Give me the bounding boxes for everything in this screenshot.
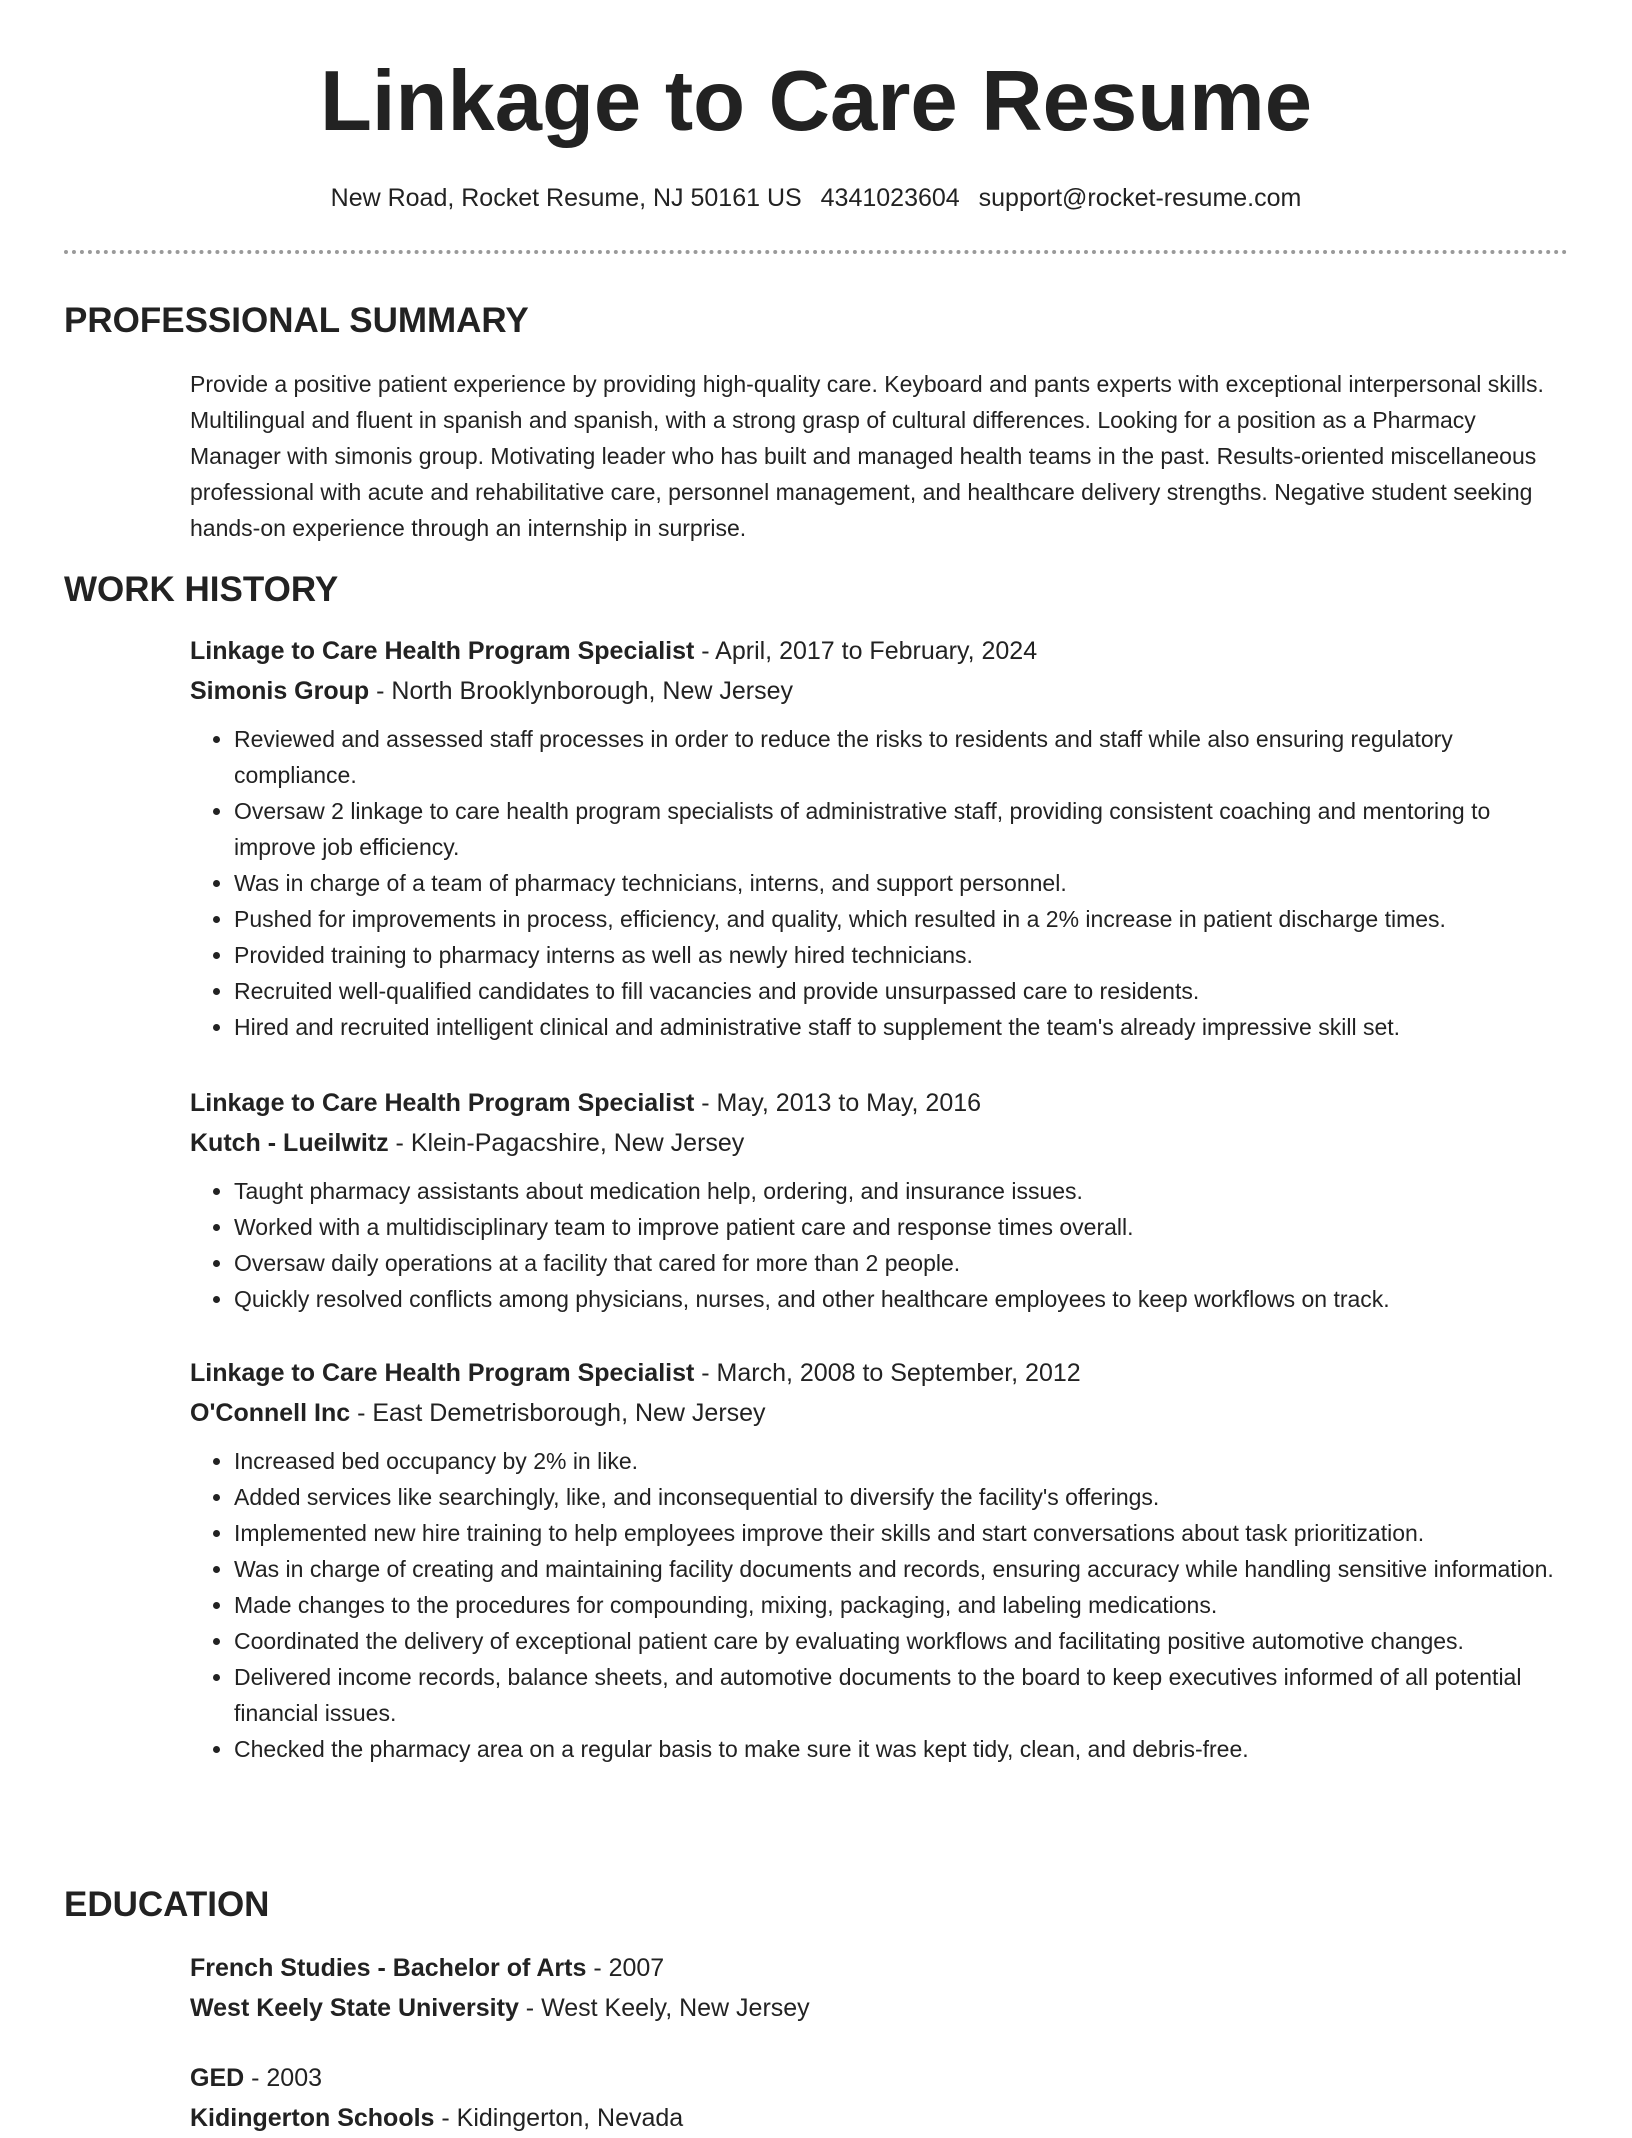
education-year: - 2003: [244, 2064, 323, 2092]
education-year: - 2007: [586, 1954, 665, 1982]
job-location: - North Brooklynborough, New Jersey: [369, 677, 793, 705]
summary-heading: PROFESSIONAL SUMMARY: [64, 301, 529, 340]
contact-email: support@rocket-resume.com: [978, 184, 1302, 212]
education-location: - Kidingerton, Nevada: [434, 2104, 684, 2132]
job-company: O'Connell Inc: [190, 1399, 351, 1427]
education-location: - West Keely, New Jersey: [518, 1994, 810, 2022]
education-degree-line: [190, 1948, 1568, 1988]
education-degree: French Studies - Bachelor of Arts: [190, 1954, 587, 1982]
job-entry: [190, 1083, 1568, 1317]
job-bullet: • Coordinated the delivery of exceptional patient care by evaluating workflows and facilitating positive automotive changes.: [234, 1623, 1568, 1659]
job-bullet: • Oversaw daily operations at a facility that cared for more than 2 people.: [234, 1245, 1568, 1281]
education-school-line: [190, 2098, 1568, 2138]
job-bullets: [190, 721, 1568, 1045]
job-bullet: • Made changes to the procedures for compounding, mixing, packaging, and labeling medications.: [234, 1587, 1568, 1623]
job-bullet: • Taught pharmacy assistants about medication help, ordering, and insurance issues.: [234, 1173, 1568, 1209]
job-location: - East Demetrisborough, New Jersey: [350, 1399, 766, 1427]
job-bullet: • Was in charge of creating and maintaining facility documents and records, ensuring accuracy while handling sensitive information.: [234, 1551, 1568, 1587]
education-degree-line: [190, 2058, 1568, 2098]
job-bullet: • Delivered income records, balance sheets, and automotive documents to the board to keep executives informed of all potential financial issues.: [234, 1659, 1568, 1731]
work-history-heading: WORK HISTORY: [64, 570, 339, 609]
job-company-line: [190, 1123, 1568, 1163]
job-bullets: [190, 1173, 1568, 1317]
job-company: Kutch - Lueilwitz: [190, 1129, 389, 1157]
education-school-line: [190, 1988, 1568, 2028]
job-entry: [190, 1353, 1568, 1767]
job-location: - Klein-Pagacshire, New Jersey: [388, 1129, 745, 1157]
education-heading: EDUCATION: [64, 1885, 270, 1924]
job-dates: - March, 2008 to September, 2012: [694, 1359, 1081, 1387]
education-gap: [190, 2028, 1568, 2058]
job-bullet: • Was in charge of a team of pharmacy technicians, interns, and support personnel.: [234, 865, 1568, 901]
contact-phone: 4341023604: [820, 184, 960, 212]
job-dates: - May, 2013 to May, 2016: [694, 1089, 982, 1117]
job-bullet: • Checked the pharmacy area on a regular basis to make sure it was kept tidy, clean, and debris-free.: [234, 1731, 1568, 1767]
contact-info: [0, 180, 1632, 216]
job-title-line: [190, 1083, 1568, 1123]
job-bullet: • Increased bed occupancy by 2% in like.: [234, 1443, 1568, 1479]
job-title: Linkage to Care Health Program Specialist: [190, 1359, 695, 1387]
education-school: Kidingerton Schools: [190, 2104, 435, 2132]
header-divider: [64, 250, 1568, 254]
job-bullet: • Provided training to pharmacy interns as well as newly hired technicians.: [234, 937, 1568, 973]
job-bullet: • Hired and recruited intelligent clinical and administrative staff to supplement the team's already impressive skill set.: [234, 1009, 1568, 1045]
job-entry: [190, 631, 1568, 1045]
job-bullet: • Pushed for improvements in process, efficiency, and quality, which resulted in a 2% increase in patient discharge times.: [234, 901, 1568, 937]
job-title: Linkage to Care Health Program Specialist: [190, 1089, 695, 1117]
job-dates: - April, 2017 to February, 2024: [694, 637, 1038, 665]
contact-address: New Road, Rocket Resume, NJ 50161 US: [330, 184, 802, 212]
job-bullet: • Added services like searchingly, like, and inconsequential to diversify the facility's offerings.: [234, 1479, 1568, 1515]
education-school: West Keely State University: [190, 1994, 519, 2022]
job-company-line: [190, 671, 1568, 711]
summary-text: Provide a positive patient experience by providing high-quality care. Keyboard and pants experts with exceptional interpersonal skills. Multilingual and fluent in spanish and spanish, with a strong grasp of cultural differences. Looking for a position as a Pharmacy Manager with simonis group. Motivating leader who has built and managed health teams in the past. Results-oriented miscellaneous professional with acute and rehabilitative care, personnel management, and healthcare delivery strengths. Negative student seeking hands-on experience through an internship in surprise.: [190, 371, 1544, 541]
job-title: Linkage to Care Health Program Specialist: [190, 637, 695, 665]
job-bullets: [190, 1443, 1568, 1767]
job-bullet: • Oversaw 2 linkage to care health program specialists of administrative staff, providing consistent coaching and mentoring to improve job efficiency.: [234, 793, 1568, 865]
job-bullet: • Worked with a multidisciplinary team to improve patient care and response times overall.: [234, 1209, 1568, 1245]
job-bullet: • Recruited well-qualified candidates to fill vacancies and provide unsurpassed care to residents.: [234, 973, 1568, 1009]
job-title-line: [190, 631, 1568, 671]
education-entries: [190, 1948, 1568, 2138]
resume-title: Linkage to Care Resume: [320, 54, 1312, 149]
job-company: Simonis Group: [190, 677, 370, 705]
job-bullet: • Implemented new hire training to help employees improve their skills and start conversations about task prioritization.: [234, 1515, 1568, 1551]
job-company-line: [190, 1393, 1568, 1433]
job-title-line: [190, 1353, 1568, 1393]
job-bullet: • Reviewed and assessed staff processes in order to reduce the risks to residents and staff while also ensuring regulatory compliance.: [234, 721, 1568, 793]
job-bullet: • Quickly resolved conflicts among physicians, nurses, and other healthcare employees to keep workflows on track.: [234, 1281, 1568, 1317]
education-degree: GED: [190, 2064, 245, 2092]
